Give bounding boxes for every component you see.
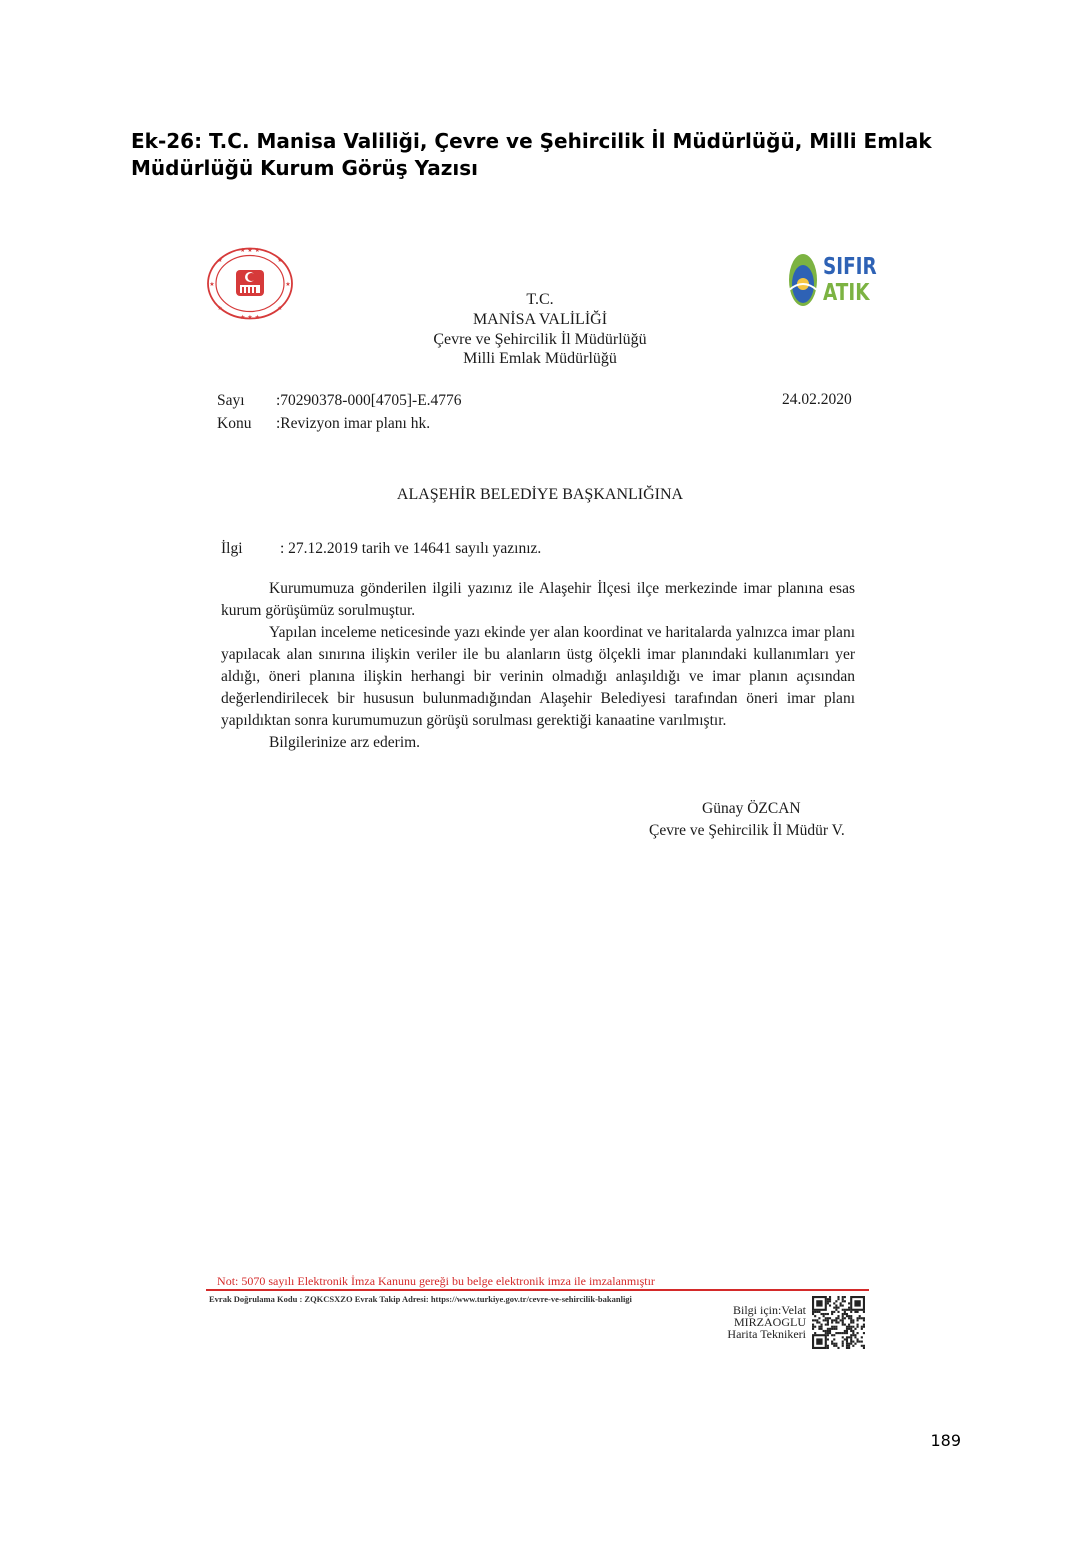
logo-text-sifir: SIFIR	[823, 254, 877, 280]
letter-meta	[200, 390, 800, 434]
ilgi-value: : 27.12.2019 tarih ve 14641 sayılı yazınız.	[280, 540, 542, 557]
header-valilik: MANİSA VALİLİĞİ	[472, 311, 608, 328]
logo-text-atik: ATIK	[823, 280, 870, 306]
letter-body	[221, 578, 855, 754]
addressee: ALAŞEHİR BELEDİYE BAŞKANLIĞINA	[396, 486, 684, 503]
svg-text:★: ★	[277, 305, 283, 312]
svg-text:★ ★ ★: ★ ★ ★	[240, 314, 260, 321]
body-paragraph-3: Bilgilerinize arz ederim.	[269, 734, 421, 751]
letter-date: 24.02.2020	[782, 391, 852, 408]
heading-line-1: Ek-26: T.C. Manisa Valiliği, Çevre ve Şehircilik İl Müdürlüğü, Milli Emlak	[131, 129, 932, 153]
page-heading	[131, 128, 961, 182]
svg-text:★: ★	[277, 257, 283, 264]
heading-line-2: Müdürlüğü Kurum Görüş Yazısı	[131, 156, 478, 180]
signatory-title: Çevre ve Şehircilik İl Müdür V.	[649, 822, 845, 839]
svg-text:★: ★	[285, 281, 291, 288]
page-number: 189	[930, 1431, 961, 1450]
ilgi-label: İlgi	[221, 540, 243, 557]
svg-text:★ ★ ★: ★ ★ ★	[240, 247, 260, 254]
e-signature-note: Not: 5070 sayılı Elektronik İmza Kanunu gereği bu belge elektronik imza ile imzalanmıştır	[217, 1274, 655, 1288]
sayi-label: Sayı	[217, 392, 245, 409]
footer-divider	[206, 1289, 869, 1291]
signatory-name: Günay ÖZCAN	[702, 800, 801, 817]
header-mudurluk: Çevre ve Şehircilik İl Müdürlüğü	[433, 331, 647, 348]
contact-line-2: MIRZAOGLU	[734, 1315, 806, 1329]
verification-code: Evrak Doğrulama Kodu : ZQKCSXZO Evrak Takip Adresi: https://www.turkiye.gov.tr/cevre-ve-sehircilik-bakanligi	[209, 1294, 632, 1304]
svg-text:★: ★	[209, 281, 215, 288]
contact-line-1: Bilgi için:Velat	[733, 1303, 806, 1317]
qr-code-icon	[812, 1296, 865, 1349]
konu-value: :Revizyon imar planı hk.	[276, 415, 431, 432]
sayi-value: :70290378-000[4705]-E.4776	[276, 392, 462, 409]
konu-label: Konu	[217, 415, 252, 432]
contact-line-3: Harita Teknikeri	[727, 1327, 806, 1341]
official-letter-image	[200, 238, 880, 1358]
svg-text:★: ★	[217, 257, 223, 264]
svg-text:★: ★	[217, 305, 223, 312]
body-paragraph-2: Yapılan inceleme neticesinde yazı ekinde yer alan koordinat ve haritalarda yalnızca imar planı yapılacak alan sınırına ilişkin veriler ile bu alanların üstg ölçekli imar planındaki kullanımları yer aldığı, öneri planına ilişkin herhangi bir verinin olmadığı anlaşıldığı ve imar planın açısından değerlendirilecek bir hususun bulunmadığından Alaşehir Belediyesi tarafından öneri imar planı yapıldıktan sonra kurumumuzun görüşü sorulması gerektiği kanaatine varılmıştır.	[221, 624, 855, 729]
contact-info	[700, 1304, 806, 1340]
body-paragraph-1: Kurumumuza gönderilen ilgili yazınız ile Alaşehir İlçesi ilçe merkezinde imar planına esas kurum görüşümüz sorulmuştur.	[221, 580, 855, 619]
header-emlak: Milli Emlak Müdürlüğü	[463, 350, 617, 367]
header-tc: T.C.	[526, 291, 554, 308]
